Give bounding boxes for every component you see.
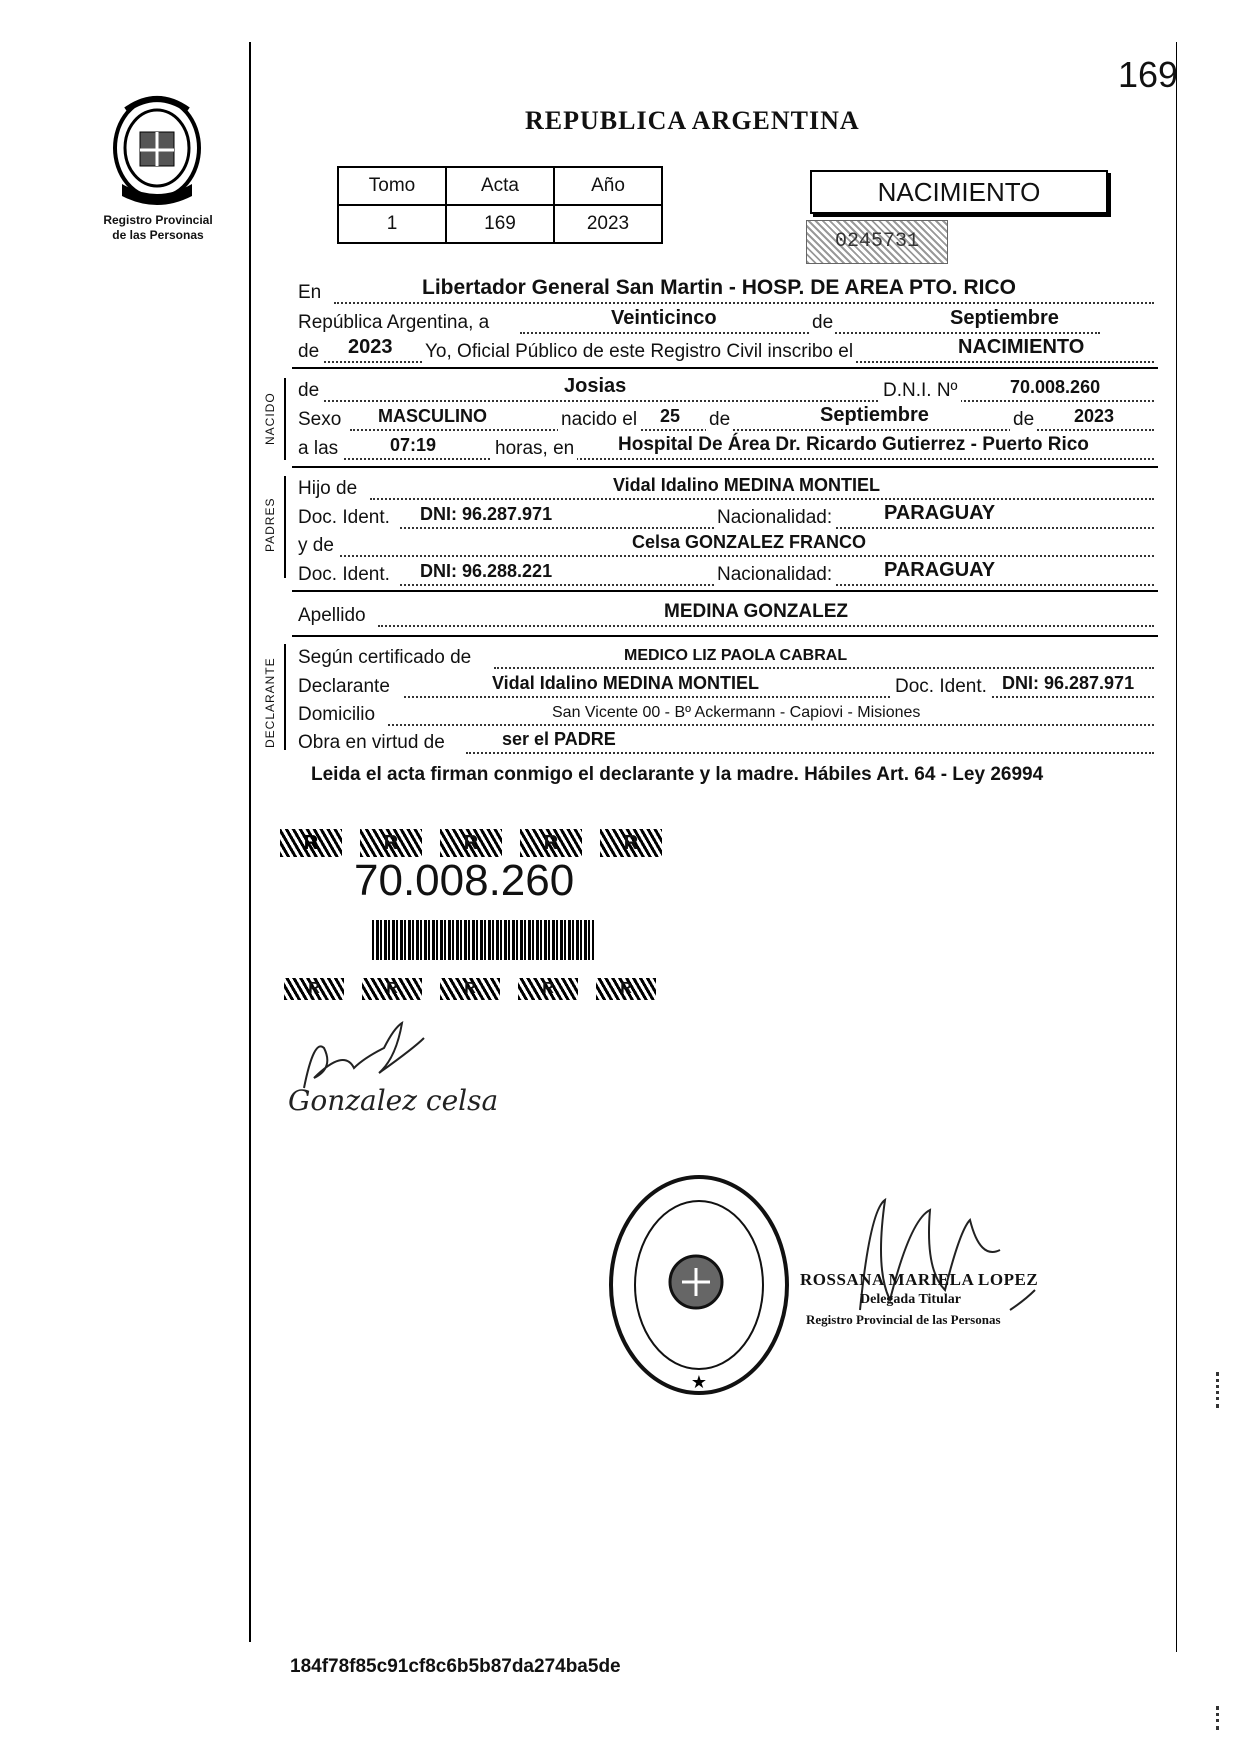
label-a-las: a las bbox=[298, 438, 339, 459]
label-y-de: y de bbox=[298, 535, 334, 556]
page-number: 169 bbox=[1118, 54, 1179, 95]
divider bbox=[292, 466, 1158, 468]
official-name: ROSSANA MARIELA LOPEZ bbox=[800, 1270, 1039, 1289]
sticker-mark: R bbox=[600, 829, 662, 857]
row-father bbox=[298, 474, 1158, 502]
logo-caption-1: Registro Provincial bbox=[103, 213, 213, 227]
left-margin-line bbox=[249, 42, 251, 1642]
divider bbox=[292, 635, 1158, 637]
row-hora bbox=[298, 434, 1158, 462]
coat-of-arms-icon bbox=[106, 92, 208, 212]
value-declarante: Vidal Idalino MEDINA MONTIEL bbox=[492, 673, 760, 693]
official-org: Registro Provincial de las Personas bbox=[806, 1312, 1001, 1327]
dots bbox=[324, 400, 1154, 402]
dots bbox=[378, 625, 1154, 627]
value-sexo: MASCULINO bbox=[378, 406, 487, 426]
value-day-text: Veinticinco bbox=[611, 307, 717, 329]
dots bbox=[388, 724, 1154, 726]
value-birth-month: Septiembre bbox=[820, 404, 929, 426]
registry-header-anio: Año bbox=[554, 167, 662, 205]
value-month: Septiembre bbox=[950, 307, 1059, 329]
sticker-mark: R bbox=[362, 978, 422, 1000]
document-title: REPUBLICA ARGENTINA bbox=[525, 106, 860, 135]
value-mother-nac: PARAGUAY bbox=[884, 559, 996, 581]
value-obra: ser el PADRE bbox=[502, 729, 616, 749]
label-certificado: Según certificado de bbox=[298, 647, 472, 668]
label-declarante: Declarante bbox=[298, 676, 390, 697]
label-horas: horas, en bbox=[492, 438, 577, 460]
row-mother bbox=[298, 531, 1158, 559]
sticker-number: 70.008.260 bbox=[354, 856, 575, 905]
value-father: Vidal Idalino MEDINA MONTIEL bbox=[613, 475, 881, 495]
label-de: de bbox=[706, 409, 733, 431]
dots bbox=[404, 696, 1154, 698]
declarant-name-handwritten: Gonzalez celsa bbox=[288, 1084, 499, 1117]
dots bbox=[466, 752, 1154, 754]
value-dni: 70.008.260 bbox=[1010, 377, 1101, 397]
value-mother: Celsa GONZALEZ FRANCO bbox=[632, 532, 867, 552]
sticker-marks-top bbox=[280, 826, 740, 860]
row-obra bbox=[298, 728, 1158, 756]
row-year bbox=[298, 337, 1158, 365]
row-certificado bbox=[298, 643, 1158, 671]
registry-value-tomo: 1 bbox=[338, 205, 446, 243]
value-certificado: MEDICO LIZ PAOLA CABRAL bbox=[624, 647, 848, 664]
divider bbox=[292, 367, 1158, 369]
row-republica bbox=[298, 308, 1158, 336]
act-code: 0245731 bbox=[806, 220, 948, 264]
scan-artifact bbox=[1216, 1372, 1222, 1408]
bracket-nacido bbox=[284, 378, 286, 460]
value-father-nac: PARAGUAY bbox=[884, 502, 996, 524]
label-de: de bbox=[1010, 409, 1037, 431]
official-seal bbox=[604, 1170, 794, 1400]
seal-icon bbox=[604, 1170, 794, 1400]
act-type-box bbox=[810, 170, 1108, 214]
value-year: 2023 bbox=[348, 336, 393, 358]
right-margin-line bbox=[1176, 42, 1177, 1652]
official-signature bbox=[830, 1190, 1040, 1330]
dots bbox=[344, 458, 1154, 460]
row-sexo bbox=[298, 405, 1158, 433]
label-de: de bbox=[812, 312, 834, 333]
sticker-mark: R bbox=[596, 978, 656, 1000]
id-sticker bbox=[280, 826, 740, 1004]
label-apellido: Apellido bbox=[298, 605, 366, 626]
registry-header-acta: Acta bbox=[446, 167, 554, 205]
label-nacido: nacido el bbox=[558, 409, 640, 431]
label-obra: Obra en virtud de bbox=[298, 732, 445, 753]
bracket-padres bbox=[284, 476, 286, 578]
sticker-mark: R bbox=[280, 829, 342, 857]
row-declarante bbox=[298, 672, 1158, 700]
divider bbox=[292, 590, 1158, 592]
scan-artifact bbox=[1216, 1706, 1222, 1730]
label-doc: Doc. Ident. bbox=[298, 564, 390, 585]
value-domicilio: San Vicente 00 - Bº Ackermann - Capiovi - Misiones bbox=[552, 704, 921, 721]
side-label-declarante: DECLARANTE bbox=[263, 657, 277, 748]
label-dni: D.N.I. Nº bbox=[880, 380, 961, 402]
label-de: de bbox=[298, 380, 320, 401]
act-type-title: NACIMIENTO bbox=[877, 177, 1041, 207]
sticker-mark: R bbox=[440, 978, 500, 1000]
label-republica: República Argentina, a bbox=[298, 312, 490, 333]
label-sexo: Sexo bbox=[298, 409, 342, 430]
value-birth-day: 25 bbox=[660, 406, 681, 426]
value-declarante-doc: DNI: 96.287.971 bbox=[1002, 673, 1135, 693]
registry-table bbox=[337, 166, 663, 244]
province-logo bbox=[106, 92, 208, 212]
row-en bbox=[298, 278, 1158, 306]
value-birth-place: Hospital De Área Dr. Ricardo Gutierrez - Puerto Rico bbox=[618, 434, 1089, 455]
value-name: Josias bbox=[564, 375, 627, 397]
label-doc: Doc. Ident. bbox=[892, 676, 990, 698]
row-domicilio bbox=[298, 700, 1158, 728]
row-father-doc bbox=[298, 503, 1158, 531]
registry-header-tomo: Tomo bbox=[338, 167, 446, 205]
barcode bbox=[372, 920, 594, 960]
value-apellido: MEDINA GONZALEZ bbox=[664, 601, 849, 622]
value-father-doc: DNI: 96.287.971 bbox=[420, 504, 553, 524]
row-apellido bbox=[298, 601, 1158, 629]
sticker-mark: R bbox=[518, 978, 578, 1000]
dots bbox=[340, 555, 1154, 557]
official-role: Delegada Titular bbox=[860, 1292, 961, 1307]
registry-value-anio: 2023 bbox=[554, 205, 662, 243]
svg-text:★: ★ bbox=[690, 1372, 708, 1393]
side-label-padres: PADRES bbox=[263, 497, 277, 552]
logo-caption-2: de las Personas bbox=[112, 228, 204, 242]
row-mother-doc bbox=[298, 560, 1158, 588]
label-doc: Doc. Ident. bbox=[298, 507, 390, 528]
sticker-mark: R bbox=[284, 978, 344, 1000]
sticker-mark: R bbox=[520, 829, 582, 857]
value-place: Libertador General San Martin - HOSP. DE AREA PTO. RICO bbox=[422, 276, 1016, 299]
label-de2: de bbox=[298, 341, 320, 362]
value-mother-doc: DNI: 96.288.221 bbox=[420, 561, 553, 581]
label-hijo: Hijo de bbox=[298, 478, 358, 499]
value-act-type: NACIMIENTO bbox=[958, 336, 1085, 358]
signing-note: Leida el acta firman conmigo el declarante y la madre. Hábiles Art. 64 - Ley 26994 bbox=[311, 764, 1044, 785]
dots bbox=[370, 498, 1154, 500]
row-nacido-name bbox=[298, 376, 1158, 404]
dots bbox=[494, 667, 1154, 669]
label-yo: Yo, Oficial Público de este Registro Civil inscribo el bbox=[422, 341, 856, 363]
value-birth-year: 2023 bbox=[1074, 406, 1115, 426]
value-time: 07:19 bbox=[390, 435, 437, 455]
label-domicilio: Domicilio bbox=[298, 704, 376, 725]
label-en: En bbox=[298, 282, 322, 303]
side-label-nacido: NACIDO bbox=[263, 392, 277, 445]
sticker-marks-bottom bbox=[284, 978, 744, 1002]
document-hash: 184f78f85c91cf8c6b5b87da274ba5de bbox=[290, 1656, 621, 1677]
sticker-mark: R bbox=[440, 829, 502, 857]
registry-value-acta: 169 bbox=[446, 205, 554, 243]
label-nacionalidad: Nacionalidad: bbox=[714, 507, 835, 529]
sticker-mark: R bbox=[360, 829, 422, 857]
dots bbox=[334, 302, 1154, 304]
bracket-declarante bbox=[284, 644, 286, 750]
label-nacionalidad: Nacionalidad: bbox=[714, 564, 835, 586]
